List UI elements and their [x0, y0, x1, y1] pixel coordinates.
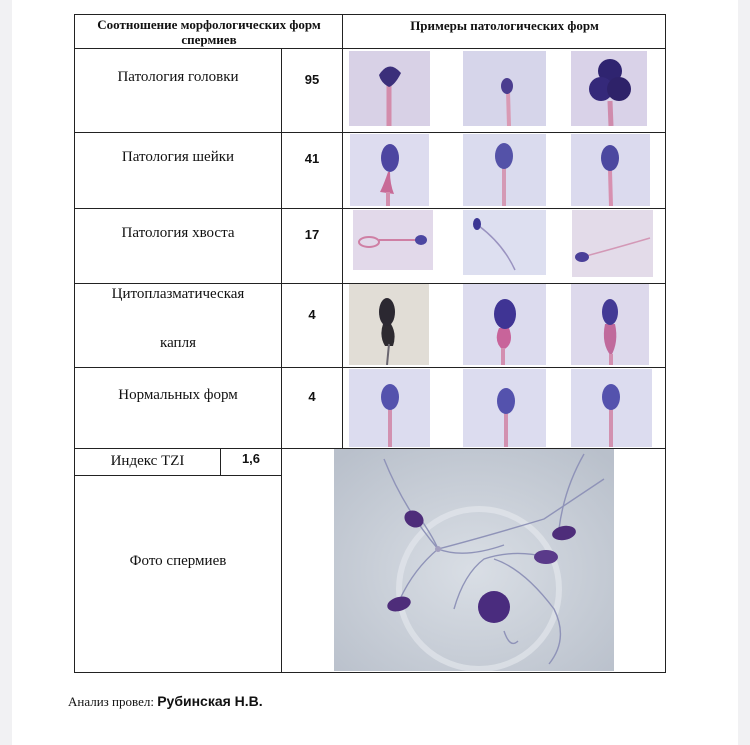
grid-line — [74, 48, 666, 49]
sperm-image — [571, 369, 652, 447]
grid-line — [74, 367, 666, 368]
sperm-image — [571, 51, 647, 126]
sperm-image — [349, 51, 430, 126]
analyst-name: Рубинская Н.В. — [157, 693, 263, 709]
photo-label: Фото спермиев — [129, 553, 227, 569]
row-value-head: 95 — [304, 72, 320, 87]
sperm-image — [349, 369, 430, 447]
sperm-image — [463, 51, 546, 126]
grid-line — [74, 132, 666, 133]
tzi-label: Индекс TZI — [110, 453, 185, 469]
row-value-normal: 4 — [308, 389, 316, 404]
header-ratio: Соотношение морфологических форм спермиев — [97, 17, 321, 47]
sperm-image — [463, 134, 546, 206]
analysis-signature — [68, 693, 263, 710]
sperm-image — [571, 134, 650, 206]
grid-line — [74, 208, 666, 209]
sperm-image — [350, 134, 429, 206]
grid-line — [342, 14, 343, 448]
row-label-head: Патология головки — [117, 69, 239, 85]
signature-prefix: Анализ провел: — [68, 694, 154, 709]
sperm-image — [572, 210, 653, 277]
header-examples: Примеры патологических форм — [410, 18, 599, 33]
grid-line — [281, 48, 282, 673]
row-label-tail: Патология хвоста — [121, 225, 235, 241]
row-label-cytoplasm-line2: капля — [160, 335, 196, 351]
row-value-neck: 41 — [304, 151, 320, 166]
row-label-cytoplasm-line1: Цитоплазматическая — [111, 286, 245, 302]
tzi-value: 1,6 — [241, 451, 261, 466]
row-label-neck: Патология шейки — [121, 149, 235, 165]
sperm-image — [463, 369, 546, 447]
sperm-image — [463, 284, 546, 365]
sperm-image — [349, 284, 429, 365]
row-value-cytoplasm: 4 — [308, 307, 316, 322]
row-label-normal: Нормальных форм — [118, 387, 238, 403]
sperm-image — [463, 210, 546, 275]
sperm-image — [571, 284, 649, 365]
grid-line — [74, 475, 282, 476]
sperm-micrograph — [334, 449, 614, 671]
row-value-tail: 17 — [304, 227, 320, 242]
sperm-image — [353, 210, 433, 270]
